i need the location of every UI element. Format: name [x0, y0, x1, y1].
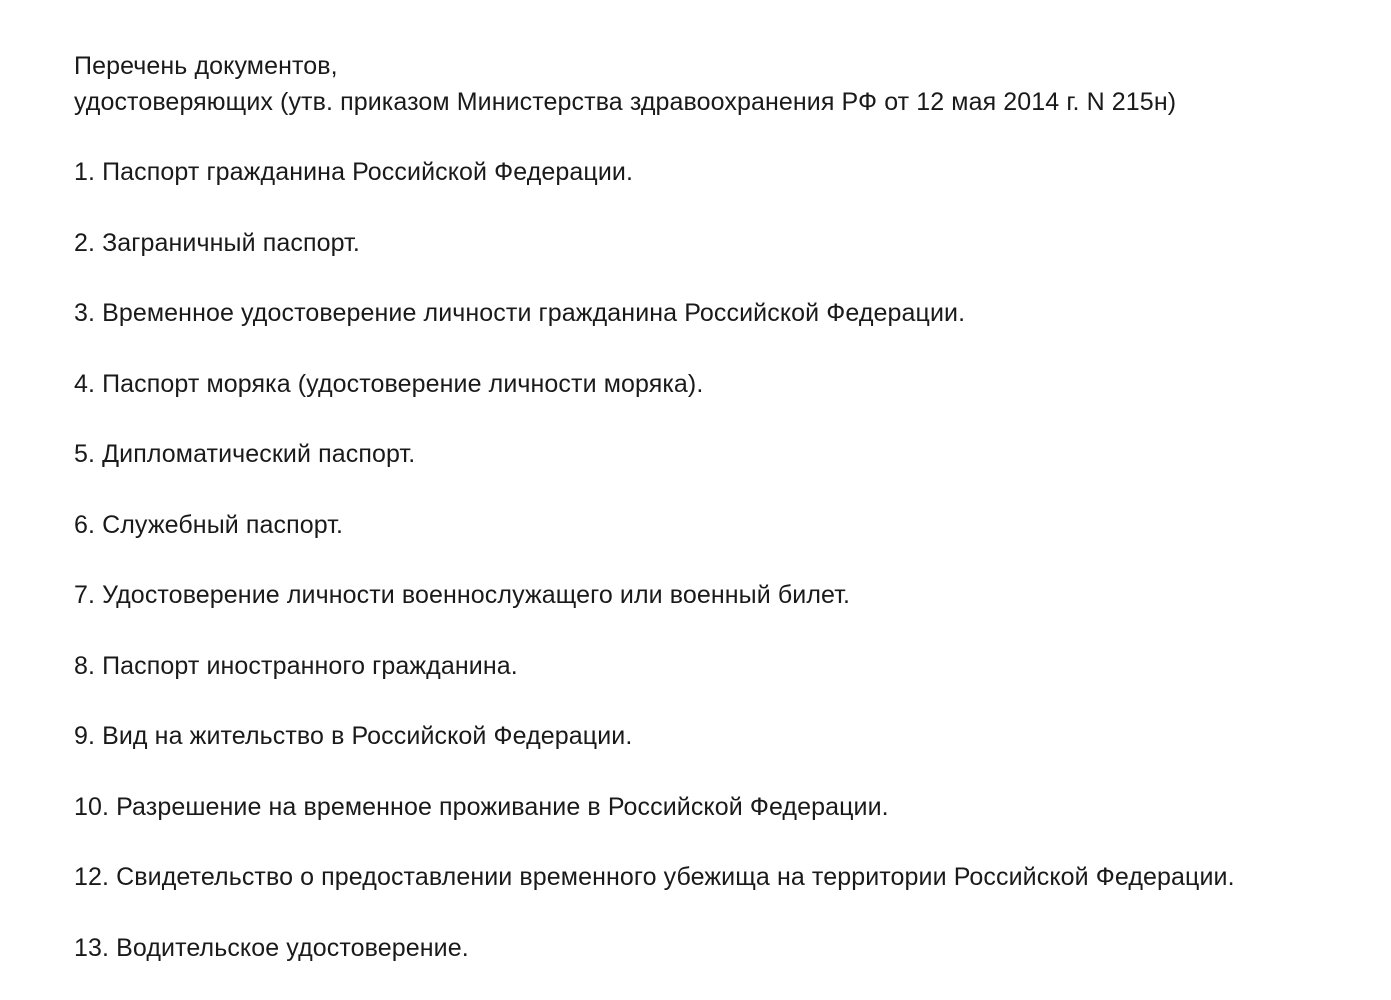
list-item-seaman-passport: 4. Паспорт моряка (удостоверение личности моряка).	[74, 369, 704, 398]
list-item-diplomatic-passport: 5. Дипломатический паспорт.	[74, 440, 416, 468]
list-item-temporary-asylum: 12. Свидетельство о предоставлении временного убежища на территории Российской Федерации.	[74, 863, 1235, 891]
list-item-temporary-residence: 10. Разрешение на временное проживание в Российской Федерации.	[74, 792, 889, 821]
list-item-temporary-id: 3. Временное удостоверение личности гражданина Российской Федерации.	[74, 299, 966, 327]
list-item-foreign-citizen-passport: 8. Паспорт иностранного гражданина.	[74, 651, 518, 680]
list-item-passport-rf: 1. Паспорт гражданина Российской Федерации.	[74, 158, 634, 186]
document-heading-line-2: удостоверяющих (утв. приказом Министерства здравоохранения РФ от 12 мая 2014 г. N 215н)	[74, 88, 1177, 116]
document-heading-line-1: Перечень документов,	[74, 52, 338, 80]
list-item-foreign-passport: 2. Заграничный паспорт.	[74, 228, 360, 257]
document-list	[74, 154, 1374, 966]
list-item-residence-permit: 9. Вид на жительство в Российской Федерации.	[74, 722, 633, 750]
list-item-service-passport: 6. Служебный паспорт.	[74, 510, 344, 539]
document-page	[74, 48, 1374, 1000]
list-item-driver-license: 13. Водительское удостоверение.	[74, 933, 469, 962]
list-item-military-id: 7. Удостоверение личности военнослужащего или военный билет.	[74, 581, 851, 609]
